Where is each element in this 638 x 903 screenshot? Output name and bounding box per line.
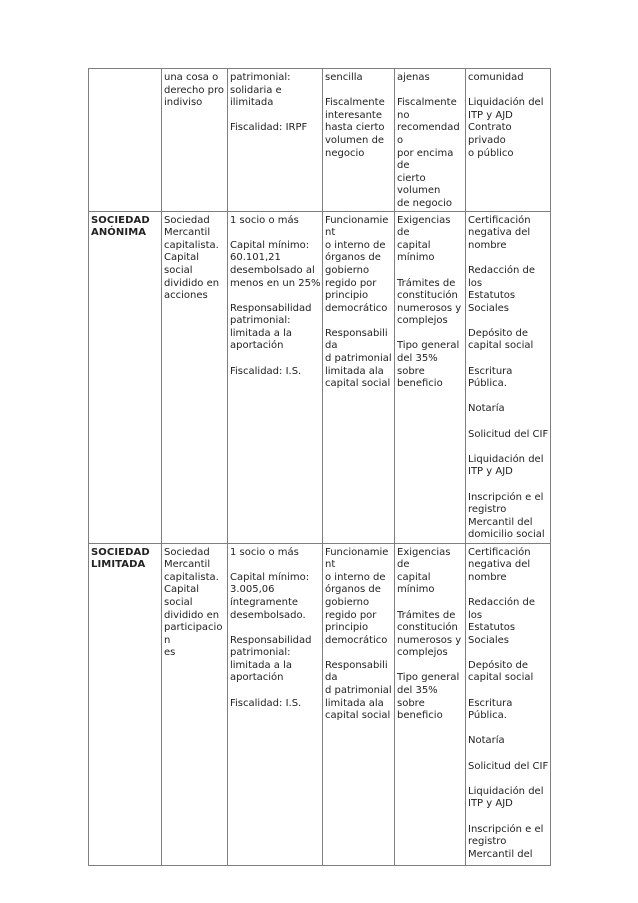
cell-text-line: ITP y AJD [468, 466, 513, 478]
paragraph-gap [468, 748, 549, 761]
cell-text-line: nombre [468, 239, 507, 251]
capital-cell [228, 211, 323, 543]
paragraph-gap [397, 660, 464, 673]
paragraph-gap [397, 597, 464, 610]
cell-text-line: Sociedad [164, 546, 210, 558]
table-row [89, 211, 551, 543]
cell-text-line: desembolsado. [230, 609, 306, 621]
paragraph-gap [230, 227, 321, 240]
cell-text-line: capital social [325, 378, 391, 390]
paragraph-gap [397, 265, 464, 278]
cell-text-line: capitalista. [164, 571, 219, 583]
cell-text-line: ITP y AJD [468, 798, 513, 810]
cell-text-line: de negocio [397, 197, 453, 209]
paragraph-gap [230, 353, 321, 366]
cell-text-line: negocio [325, 147, 365, 159]
cell-text-line: Responsabilidad [230, 302, 312, 314]
paragraph-gap [468, 416, 549, 429]
paragraph-gap [468, 315, 549, 328]
cell-text-line: democrático [325, 634, 388, 646]
concept-cell [162, 211, 228, 543]
cell-text-line: Capital social [164, 584, 200, 608]
paragraph-gap [230, 622, 321, 635]
cell-text-line: registro [468, 836, 507, 848]
cell-text-line: dividido en [164, 277, 220, 289]
cell-text-line: d patrimonial [325, 685, 392, 697]
entity-name-line: SOCIEDAD [91, 546, 150, 558]
paragraph-gap [325, 85, 393, 98]
paragraph-gap [397, 85, 464, 98]
paragraph-gap [468, 584, 549, 597]
cell-text-line: 3.005,06 [230, 584, 275, 596]
cell-text-line: Fiscalidad: I.S. [230, 697, 302, 709]
cell-text-line: Fiscalmente [325, 97, 385, 109]
table-row [89, 543, 551, 865]
cell-text-line: Certificación [468, 546, 531, 558]
capital-cell [228, 69, 323, 212]
cell-text-line: 1 socio o más [230, 214, 299, 226]
cell-text-line: Liquidación del [468, 97, 544, 109]
capital-cell [228, 543, 323, 865]
advantages-cell [323, 211, 395, 543]
cell-text-line: democrático [325, 302, 388, 314]
cell-text-line: capitalista. [164, 239, 219, 251]
cell-text-line: limitada ala [325, 697, 384, 709]
cell-text-line: hasta cierto [325, 122, 385, 134]
cell-text-line: Fiscalidad: I.S. [230, 365, 302, 377]
paragraph-gap [468, 685, 549, 698]
cell-text-line: Pública. [468, 710, 507, 722]
cell-text-line: o interno de [325, 239, 386, 251]
procedures-cell [466, 543, 551, 865]
cell-text-line: capital social [325, 710, 391, 722]
entity-cell [89, 543, 162, 865]
cell-text-line: Funcionamient [325, 546, 389, 571]
cell-text-line: acciones [164, 290, 208, 302]
disadvantages-cell [395, 211, 466, 543]
cell-text-line: por encima de [397, 147, 454, 172]
cell-text-line: derecho pro [164, 84, 225, 96]
advantages-cell [323, 69, 395, 212]
paragraph-gap [230, 110, 321, 123]
cell-text-line: Funcionamient [325, 214, 389, 239]
cell-text-line: negativa del [468, 559, 531, 571]
cell-text-line: Responsabilida [325, 327, 388, 352]
cell-text-line: patrimonial: [230, 315, 291, 327]
paragraph-gap [468, 773, 549, 786]
entity-name-line: ANÓNIMA [91, 227, 147, 239]
cell-text-line: registro [468, 504, 507, 516]
cell-text-line: Sociales [468, 634, 510, 646]
cell-text-line: d patrimonial [325, 353, 392, 365]
company-types-table [88, 68, 551, 866]
paragraph-gap [230, 685, 321, 698]
cell-text-line: es [164, 647, 176, 659]
cell-text-line: domicilio social [468, 529, 545, 541]
cell-text-line: dividido en [164, 609, 220, 621]
cell-text-line: Notaría [468, 403, 505, 415]
cell-text-line: del 35% sobre [397, 353, 438, 377]
cell-text-line: participacion [164, 622, 223, 646]
disadvantages-cell [395, 543, 466, 865]
cell-text-line: ITP y AJD [468, 109, 513, 121]
cell-text-line: Mercantil del [468, 516, 533, 528]
cell-text-line: desembolsado al [230, 264, 315, 276]
cell-text-line: Pública. [468, 378, 507, 390]
cell-text-line: Contrato privado [468, 122, 512, 146]
cell-text-line: capital mínimo [397, 239, 435, 264]
cell-text-line: recomendado [397, 122, 460, 146]
cell-text-line: una cosa o [164, 72, 219, 83]
advantages-cell [323, 543, 395, 865]
cell-text-line: íntegramente [230, 596, 299, 608]
cell-text-line: regido por [325, 277, 377, 289]
cell-text-line: Depósito de [468, 659, 529, 671]
cell-text-line: beneficio [397, 710, 443, 722]
cell-text-line: Tipo general [397, 340, 460, 352]
cell-text-line: Depósito de [468, 327, 529, 339]
paragraph-gap [468, 479, 549, 492]
cell-text-line: patrimonial: [230, 72, 291, 83]
cell-text-line: Mercantil del [468, 848, 533, 860]
cell-text-line: Trámites de [397, 609, 456, 621]
cell-text-line: volumen de [325, 134, 385, 146]
cell-text-line: Tipo general [397, 672, 460, 684]
cell-text-line: o interno de [325, 571, 386, 583]
paragraph-gap [468, 391, 549, 404]
paragraph-gap [468, 811, 549, 824]
cell-text-line: beneficio [397, 378, 443, 390]
cell-text-line: Capital mínimo: [230, 239, 310, 251]
cell-text-line: numerosos y [397, 634, 462, 646]
cell-text-line: Redacción de los [468, 596, 536, 621]
cell-text-line: Solicitud del CIF [468, 428, 549, 440]
cell-text-line: o público [468, 147, 514, 159]
cell-text-line: Liquidación del [468, 785, 544, 797]
cell-text-line: Capital social [164, 252, 200, 276]
cell-text-line: 1 socio o más [230, 546, 299, 558]
cell-text-line: gobierno [325, 264, 370, 276]
disadvantages-cell [395, 69, 466, 212]
procedures-cell [466, 211, 551, 543]
cell-text-line: Estatutos [468, 290, 516, 302]
paragraph-gap [468, 252, 549, 265]
cell-text-line: capital social [468, 672, 534, 684]
cell-text-line: ajenas [397, 72, 430, 83]
cell-text-line: Estatutos [468, 622, 516, 634]
table-row [89, 69, 551, 212]
concept-cell [162, 69, 228, 212]
cell-text-line: capital mínimo [397, 571, 435, 596]
cell-text-line: aportación [230, 672, 284, 684]
cell-text-line: constitución [397, 290, 458, 302]
cell-text-line: Sociedad [164, 214, 210, 226]
cell-text-line: Mercantil [164, 227, 211, 239]
paragraph-gap [468, 723, 549, 736]
cell-text-line: constitución [397, 622, 458, 634]
cell-text-line: limitada a la [230, 659, 292, 671]
paragraph-gap [325, 315, 393, 328]
concept-cell [162, 543, 228, 865]
cell-text-line: Escritura [468, 365, 513, 377]
cell-text-line: Inscripción e el [468, 823, 544, 835]
paragraph-gap [397, 328, 464, 341]
cell-text-line: Exigencias de [397, 214, 451, 239]
cell-text-line: Redacción de los [468, 264, 536, 289]
cell-text-line: menos en un 25% [230, 277, 321, 289]
cell-text-line: Fiscalidad: IRPF [230, 122, 308, 134]
cell-text-line: solidaria e ilimitada [230, 84, 282, 109]
cell-text-line: Inscripción e el [468, 491, 544, 503]
cell-text-line: principio [325, 290, 369, 302]
cell-text-line: Mercantil [164, 559, 211, 571]
paragraph-gap [468, 85, 549, 98]
cell-text-line: indiviso [164, 97, 203, 109]
cell-text-line: Capital mínimo: [230, 571, 310, 583]
cell-text-line: órganos de [325, 584, 381, 596]
paragraph-gap [468, 647, 549, 660]
cell-text-line: limitada a la [230, 327, 292, 339]
cell-text-line: Responsabilidad [230, 634, 312, 646]
paragraph-gap [325, 647, 393, 660]
entity-name-line: LIMITADA [91, 559, 146, 571]
cell-text-line: Responsabilida [325, 659, 388, 684]
cell-text-line: nombre [468, 571, 507, 583]
cell-text-line: Solicitud del CIF [468, 760, 549, 772]
cell-text-line: comunidad [468, 72, 524, 83]
cell-text-line: limitada ala [325, 365, 384, 377]
cell-text-line: Escritura [468, 697, 513, 709]
cell-text-line: 60.101,21 [230, 252, 281, 264]
cell-text-line: órganos de [325, 252, 381, 264]
paragraph-gap [230, 290, 321, 303]
paragraph-gap [230, 559, 321, 572]
paragraph-gap [468, 441, 549, 454]
entity-cell [89, 69, 162, 212]
cell-text-line: Exigencias de [397, 546, 451, 571]
cell-text-line: complejos [397, 315, 448, 327]
cell-text-line: regido por [325, 609, 377, 621]
entity-name-line: SOCIEDAD [91, 214, 150, 226]
paragraph-gap [468, 353, 549, 366]
cell-text-line: complejos [397, 647, 448, 659]
cell-text-line: Trámites de [397, 277, 456, 289]
cell-text-line: patrimonial: [230, 647, 291, 659]
cell-text-line: cierto volumen [397, 172, 441, 197]
cell-text-line: gobierno [325, 596, 370, 608]
cell-text-line: Liquidación del [468, 453, 544, 465]
cell-text-line: Sociales [468, 302, 510, 314]
cell-text-line: principio [325, 622, 369, 634]
cell-text-line: Fiscalmente no [397, 97, 457, 121]
cell-text-line: sencilla [325, 72, 363, 83]
cell-text-line: aportación [230, 340, 284, 352]
cell-text-line: interesante [325, 109, 382, 121]
procedures-cell [466, 69, 551, 212]
cell-text-line: Notaría [468, 735, 505, 747]
entity-cell [89, 211, 162, 543]
cell-text-line: numerosos y [397, 302, 462, 314]
cell-text-line: capital social [468, 340, 534, 352]
cell-text-line: negativa del [468, 227, 531, 239]
cell-text-line: del 35% sobre [397, 685, 438, 709]
cell-text-line: Certificación [468, 214, 531, 226]
